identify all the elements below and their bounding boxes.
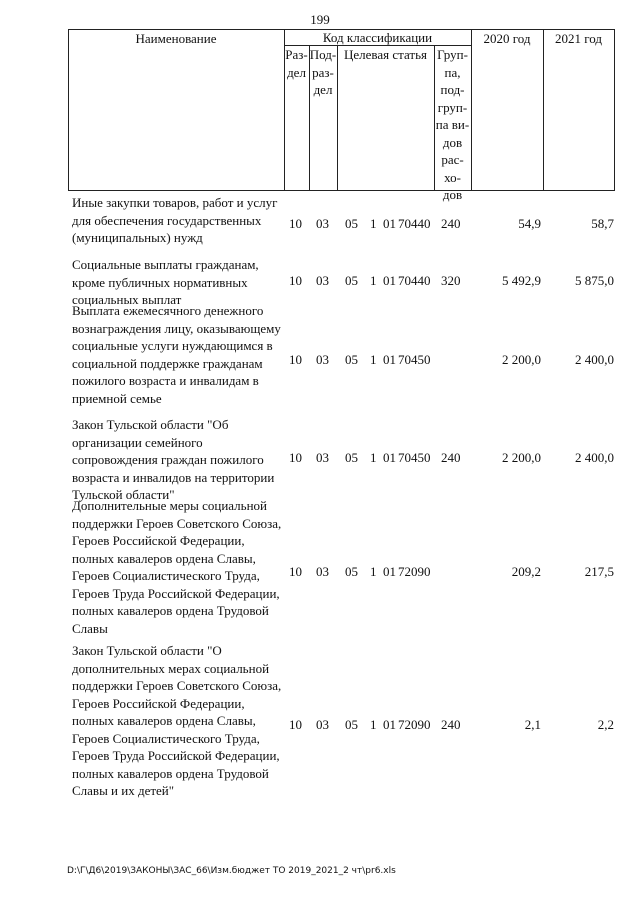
cell-razdel: 10 [289,216,302,231]
cell-2021: 58,7 [591,216,614,231]
cell-2020: 54,9 [518,216,541,231]
row-name: Выплата ежемесячного денежного вознаграждения лицу, оказывающему социальные услуги нуждающимся в социальной поддержке гражданам пожилого возраста и инвалидам в приемной семье [72,303,281,406]
row-name: Дополнительные меры социальной поддержки Героев Советского Союза, Героев Российской Федерации, полных кавалеров ордена Славы, Героев Социалистического Труда, Героев Труда Российской Федерации, полных кавалеров ордена Трудовой Славы [72,498,282,636]
cell-cs3: 01 [383,273,396,288]
cell-cs1: 05 [345,352,358,367]
cell-cs2: 1 [370,352,377,367]
cell-2020: 5 492,9 [502,273,541,288]
cell-cs1: 05 [345,564,358,579]
cell-cs2: 1 [370,216,377,231]
header-name: Наименование [135,31,217,46]
cell-2020: 2 200,0 [502,450,541,465]
cell-podrazdel: 03 [316,216,329,231]
cell-2021: 217,5 [584,564,614,579]
cell-2020: 209,2 [511,564,541,579]
cell-razdel: 10 [289,564,302,579]
header-year-2020: 2020 год [483,31,531,46]
cell-podrazdel: 03 [316,450,329,465]
cell-cs1: 05 [345,216,358,231]
row-name: Иные закупки товаров, работ и услуг для обеспечения государственных (муниципальных) нужд [72,195,278,245]
cell-cs1: 05 [345,450,358,465]
cell-2021: 2 400,0 [575,352,614,367]
cell-cs2: 1 [370,273,377,288]
cell-group: 240 [441,216,461,231]
cell-podrazdel: 03 [316,717,329,732]
cell-cs1: 05 [345,717,358,732]
page-number: 199 [310,12,330,27]
cell-cs2: 1 [370,717,377,732]
cell-cs3: 01 [383,352,396,367]
cell-2020: 2 200,0 [502,352,541,367]
cell-cs4: 70440 [398,216,431,231]
cell-2021: 5 875,0 [575,273,614,288]
cell-cs3: 01 [383,717,396,732]
file-path-footer: D:\Г\Д6\2019\ЗАКОНЫ\ЗАС_66\Изм.бюджет ТО 2019_2021_2 чт\pr6.xls [67,866,396,876]
cell-cs4: 70450 [398,450,431,465]
cell-cs3: 01 [383,216,396,231]
cell-razdel: 10 [289,717,302,732]
row-name: Закон Тульской области "О дополнительных мерах социальной поддержки Героев Советского Союза, Героев Российской Федерации, полных кавалеров ордена Славы, Героев Социалистического Труда, Героев Труда Российской Федерации, полных кавалеров ордена Трудовой Славы и их детей" [72,643,282,798]
cell-cs4: 72090 [398,717,431,732]
cell-cs1: 05 [345,273,358,288]
cell-group: 320 [441,273,461,288]
cell-cs4: 70440 [398,273,431,288]
cell-razdel: 10 [289,352,302,367]
cell-cs3: 01 [383,564,396,579]
cell-cs2: 1 [370,450,377,465]
cell-cs4: 70450 [398,352,431,367]
cell-2021: 2,2 [597,717,614,732]
cell-cs2: 1 [370,564,377,579]
header-group: Груп- па, под- груп- па ви- дов рас- хо- дов [435,47,470,202]
cell-podrazdel: 03 [316,564,329,579]
cell-cs3: 01 [383,450,396,465]
header-section: Раз- дел [285,47,308,80]
row-name: Социальные выплаты гражданам, кроме публичных нормативных социальных выплат [72,257,259,307]
header-subsection: Под- раз- дел [309,47,337,97]
cell-podrazdel: 03 [316,273,329,288]
cell-razdel: 10 [289,273,302,288]
cell-group: 240 [441,450,461,465]
cell-2020: 2,1 [524,717,541,732]
cell-cs4: 72090 [398,564,431,579]
cell-group: 240 [441,717,461,732]
header-classification: Код классификации [322,30,433,45]
row-name: Закон Тульской области "Об организации семейного сопровождения граждан пожилого возраста и инвалидов на территории Тульской области" [72,417,275,502]
header-year-2021: 2021 год [555,31,602,46]
cell-2021: 2 400,0 [575,450,614,465]
header-target-item: Целевая статья [343,47,427,62]
cell-razdel: 10 [289,450,302,465]
cell-podrazdel: 03 [316,352,329,367]
